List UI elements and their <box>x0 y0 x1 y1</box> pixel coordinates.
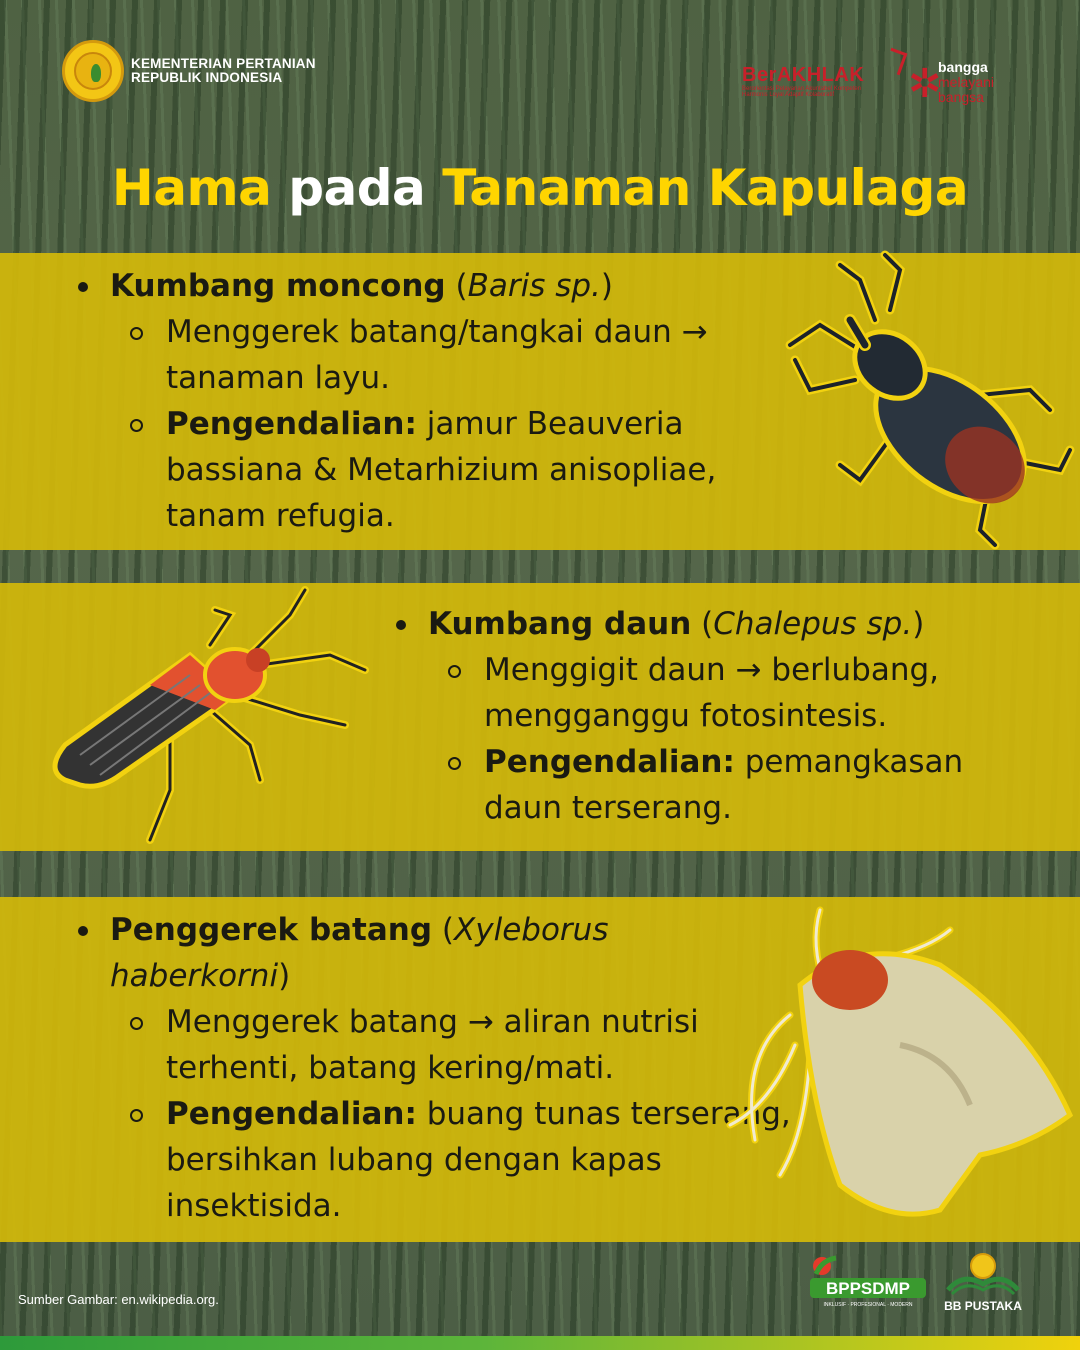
pest-name: Kumbang moncong <box>110 268 446 304</box>
title-part3: Tanaman Kapulaga <box>442 159 969 217</box>
title-part2: pada <box>271 159 443 217</box>
pest-item-1 <box>72 263 792 539</box>
control-label: Pengendalian: <box>166 1096 417 1132</box>
stem-borer-moth-illustration <box>710 905 1080 1225</box>
paren-close: ) <box>600 268 613 304</box>
image-source-note: Sumber Gambar: en.wikipedia.org. <box>18 1292 219 1307</box>
berakhlak-logo <box>742 64 892 99</box>
pest-symptom <box>390 647 1050 739</box>
pest-details <box>72 999 792 1229</box>
control-label: Pengendalian: <box>484 744 735 780</box>
berakhlak-sub1: Berorientasi Pelayanan Akuntabel Kompeten <box>742 86 862 92</box>
paren-open: ( <box>691 606 714 642</box>
bb-pustaka-logo <box>938 1250 1028 1314</box>
pest-latin-name: Baris sp. <box>467 268 601 304</box>
symptom-text: Menggerek batang → aliran nutrisi terhenti, batang kering/mati. <box>166 1004 699 1086</box>
paren-close: ) <box>278 958 291 994</box>
symptom-text: Menggigit daun → berlubang, mengganggu fotosintesis. <box>484 652 939 734</box>
page-title <box>0 158 1080 218</box>
bangga-line3: bangsa <box>938 89 984 105</box>
pest-details <box>390 647 1050 831</box>
paren-close: ) <box>912 606 925 642</box>
pest-name: Penggerek batang <box>110 912 433 948</box>
leaf-beetle-illustration <box>40 585 370 855</box>
weevil-illustration <box>780 250 1080 550</box>
title-part1: Hama <box>111 159 272 217</box>
control-text: jamur Beauveria bassiana & Metarhizium anisopliae, tanam refugia. <box>166 406 717 534</box>
control-text: buang tunas terserang, bersihkan lubang dengan kapas insektisida. <box>166 1096 791 1224</box>
ministry-line2: REPUBLIK INDONESIA <box>131 70 283 85</box>
star-icon: ✲ <box>908 61 942 107</box>
pest-latin-name: Chalepus sp. <box>713 606 913 642</box>
pest-symptom <box>72 999 792 1091</box>
pest-name: Kumbang daun <box>428 606 692 642</box>
bangga-line2: melayani <box>938 74 995 90</box>
pest-item-3 <box>72 907 792 1229</box>
bottom-accent-bar <box>0 1336 1080 1350</box>
bangga-line1: bangga <box>938 59 988 75</box>
pest-latin-name: Xyleborus haberkorni <box>110 912 609 994</box>
ministry-line1: KEMENTERIAN PERTANIAN <box>131 56 316 71</box>
control-label: Pengendalian: <box>166 406 417 442</box>
bppsdmp-tagline: INKLUSIF · PROFESIONAL · MODERN <box>823 1302 913 1308</box>
berakhlak-word: BerAKHLAK <box>742 64 865 86</box>
pest-symptom <box>72 309 792 401</box>
paren-open: ( <box>432 912 455 948</box>
bppsdmp-logo <box>806 1252 928 1308</box>
symptom-text: Menggerek batang/tangkai daun → tanaman layu. <box>166 314 708 396</box>
kementan-logo <box>62 40 124 102</box>
pest-item-2 <box>390 601 1050 831</box>
berakhlak-sub2: Harmonis Loyal Adaptif Kolaboratif <box>742 92 835 98</box>
bppsdmp-text: BPPSDMP <box>825 1279 911 1298</box>
bangga-melayani-logo <box>908 58 1028 108</box>
pest-control <box>72 1091 792 1229</box>
pest-control <box>390 739 1050 831</box>
pest-control <box>72 401 792 539</box>
pest-heading <box>390 601 1050 647</box>
pest-details <box>72 309 792 539</box>
paren-open: ( <box>445 268 468 304</box>
pest-heading <box>72 907 792 999</box>
pest-heading <box>72 263 792 309</box>
ministry-name <box>131 57 316 85</box>
control-text: pemangkasan daun terserang. <box>484 744 964 826</box>
bb-pustaka-text: BB PUSTAKA <box>944 1299 1022 1313</box>
